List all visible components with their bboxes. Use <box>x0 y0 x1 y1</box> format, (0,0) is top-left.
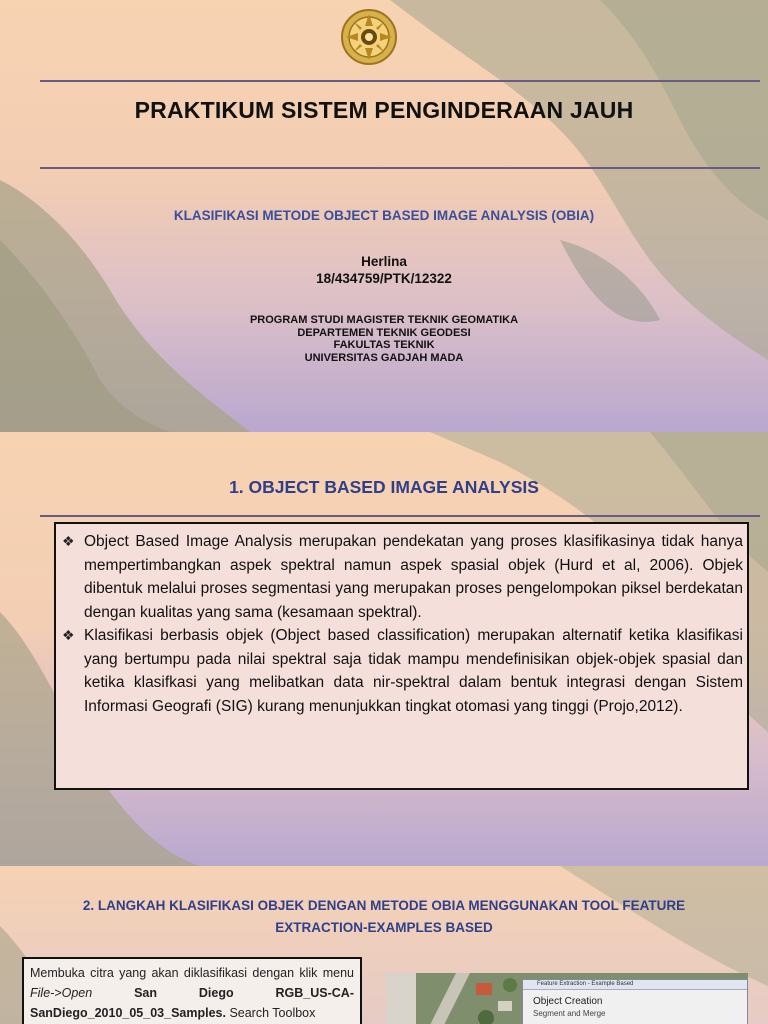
dialog-title: Feature Extraction - Example Based <box>523 980 747 990</box>
bullet-paragraph <box>62 530 743 624</box>
instruction-text <box>92 986 134 1000</box>
divider-bottom <box>40 167 760 169</box>
bullet-paragraph <box>62 624 743 718</box>
affiliation-line: FAKULTAS TEKNIK <box>333 339 435 351</box>
university-seal-icon <box>340 8 398 66</box>
content-box <box>54 522 749 790</box>
title-slide <box>0 0 768 432</box>
section-title-line: EXTRACTION-EXAMPLES BASED <box>275 920 493 935</box>
paragraph-text: Klasifikasi berbasis objek (Object based classification) merupakan alternatif ketika klasifikasi yang bertumpu pada nilai spektral saja tidak mampu mendefinisikan objek-objek spasial dan ketika klasifkasi yang melibatkan data nir-spektral dalam bentuk integrasi dengan Sistem Informasi Geografi (SIG) kurang menunjukkan tingkat otomasi yang tinggi (Projo,2012). <box>84 627 743 715</box>
dialog-subheading: Segment and Merge <box>533 1009 606 1018</box>
section-title-line: 2. LANGKAH KLASIFIKASI OBJEK DENGAN METODE OBIA MENGGUNAKAN TOOL FEATURE <box>82 898 686 913</box>
obia-slide <box>0 432 768 866</box>
section-title: 1. OBJECT BASED IMAGE ANALYSIS <box>229 477 539 497</box>
presentation-subtitle: KLASIFIKASI METODE OBJECT BASED IMAGE ANALYSIS (OBIA) <box>173 208 595 223</box>
presentation-title: PRAKTIKUM SISTEM PENGINDERAAN JAUH <box>134 97 634 123</box>
steps-slide <box>0 866 768 1024</box>
affiliation-line: UNIVERSITAS GADJAH MADA <box>304 351 464 364</box>
author-id: 18/434759/PTK/12322 <box>316 271 452 286</box>
instruction-text: Search Toolbox <box>225 1006 316 1020</box>
instruction-text: Membuka citra yang akan diklasifikasi dengan klik menu <box>30 966 354 980</box>
paragraph-text: Object Based Image Analysis merupakan pendekatan yang proses klasifikasinya tidak hanya mempertimbangkan aspek spektral namun aspek spasial objek (Hurd et al, 2006). Objek dibentuk melalui proses segmentasi yang merupakan proses pengelompokan piksel berdekatan dengan kualitas yang sama (kesamaan spektral). <box>84 533 743 621</box>
diamond-bullet-icon: ❖ <box>62 627 75 643</box>
menu-path: File->Open <box>30 986 93 1000</box>
section-title <box>0 895 768 939</box>
author-name: Herlina <box>361 254 407 269</box>
diamond-bullet-icon: ❖ <box>62 533 75 549</box>
author-block <box>0 253 768 287</box>
dialog-heading: Object Creation <box>533 996 603 1007</box>
file-name: San Diego RGB_US-CA-SanDiego_2010_05_03_Samples. <box>30 986 354 1020</box>
divider <box>40 515 760 517</box>
feature-extraction-dialog <box>522 979 748 1024</box>
software-screenshot <box>386 973 748 1024</box>
affiliation-line: DEPARTEMEN TEKNIK GEODESI <box>297 326 471 339</box>
affiliation-line: PROGRAM STUDI MAGISTER TEKNIK GEOMATIKA <box>249 314 519 326</box>
instruction-box <box>22 957 362 1024</box>
affiliation-block <box>0 314 768 364</box>
divider-top <box>40 80 760 82</box>
